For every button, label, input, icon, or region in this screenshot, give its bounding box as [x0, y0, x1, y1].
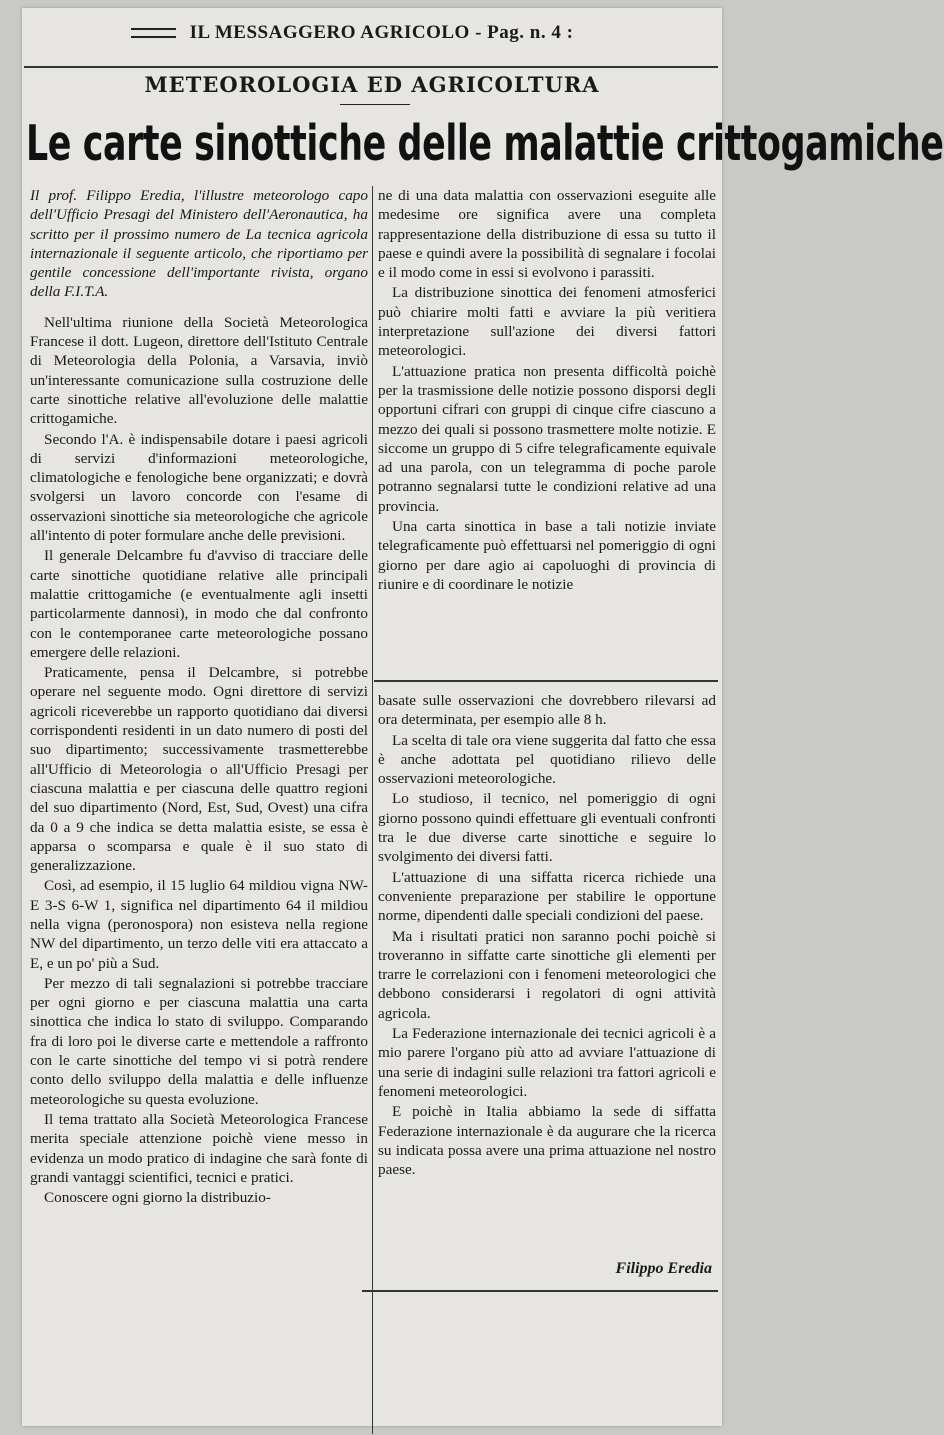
paragraph: Il generale Delcambre fu d'avviso di tracciare delle carte sinottiche quotidiane relative alle principali malattie crittogamiche (e eventualmente agli insetti particolarmente dannosi), in modo che dal confronto con le contemporanee carte meteorologiche possano emergere delle relazioni.	[30, 547, 368, 661]
paragraph: L'attuazione pratica non presenta difficoltà poichè per la trasmissione delle notizie possono disporsi degli opportuni cifrari con gruppi di cinque cifre ciascuno a mezzo dei quali si possono trasmettere molte notizie. E siccome un gruppo di 5 cifre telegraficamente equivale ad una parola, con un telegramma di poche parole potranno segnalarsi tutte le condizioni relative ad una provincia.	[378, 362, 716, 515]
right-top-paragraphs	[378, 186, 716, 594]
paragraph: Così, ad esempio, il 15 luglio 64 mildiou vigna NW-E 3-S 6-W 1, significa nel dipartimento 64 il mildiou nella vigna (peronospora) non esisteva nella regione NW del dipartimento, un terzo delle viti era attaccato a E, e un po' più a Sud.	[30, 877, 368, 972]
masthead-rule	[131, 28, 176, 38]
paragraph: basate sulle osservazioni che dovrebbero rilevarsi ad ora determinata, per esempio alle 8 h.	[378, 692, 716, 729]
headline-text: Le carte sinottiche delle malattie crittogamiche	[26, 115, 944, 172]
right-column-break	[374, 680, 718, 682]
paragraph: L'attuazione di una siffatta ricerca richiede una conveniente preparazione per stabilire le opportune norme, dipendenti dalle speciali condizioni del paese.	[378, 868, 716, 925]
paragraph: Il tema trattato alla Società Meteorologica Francese merita speciale attenzione poichè viene messo in evidenza un modo pratico di indagine che sarà fonte di grandi vantaggi scientifici, tecnici e pratici.	[30, 1110, 368, 1186]
paragraph: La distribuzione sinottica dei fenomeni atmosferici può chiarire molti fatti e avviare la più veritiera interpretazione sull'azione dei diversi fattori meteorologici.	[378, 284, 716, 360]
author-signature: Filippo Eredia	[615, 1260, 712, 1277]
right-column-bottom	[378, 691, 716, 1180]
left-column	[30, 186, 368, 1208]
paragraph: Secondo l'A. è indispensabile dotare i paesi agricoli di servizi d'informazioni meteorologiche, climatologiche e fenologiche bene organizzati; e dovrà svolgersi un lavoro concorde con l'esame di osservazioni sinottiche sia meteorologiche che agricole all'intento di poter formulare anche delle previsioni.	[30, 430, 368, 545]
paragraph: Una carta sinottica in base a tali notizie inviate telegraficamente può effettuarsi nel pomeriggio di ogni giorno per dare agio ai capoluoghi di provincia di riunire e di coordinare le notizie	[378, 518, 716, 593]
intro-paragraph: Il prof. Filippo Eredia, l'illustre meteorologo capo dell'Ufficio Presagi del Ministero dell'Aeronautica, ha scritto per il prossimo numero de La tecnica agricola internazionale il seguente articolo, che riportiamo per gentile concessione dell'importante rivista, organo della F.I.T.A.	[30, 187, 368, 301]
headline	[22, 110, 944, 180]
section-rubric: METEOROLOGIA ED AGRICOLTURA	[144, 72, 600, 97]
paragraph: Praticamente, pensa il Delcambre, si potrebbe operare nel seguente modo. Ogni direttore di servizi agricoli riceverebbe un rapporto quotidiano dai diversi corrispondenti residenti in un dato numero di posti del suo dipartimento; successivamente trasmetterebbe all'Ufficio di Meteorologia o all'Ufficio Presagi per ciascuna malattia e per ciascuna delle quattro regioni del suo dipartimento (Nord, Est, Sud, Ovest) una cifra da 0 a 9 che indica se detta malattia esiste, se essa è apparsa o scomparsa e quale è il suo stato di generalizzazione.	[30, 664, 368, 875]
paragraph: Conoscere ogni giorno la distribuzio-	[44, 1189, 271, 1207]
article-end-rule	[362, 1290, 718, 1292]
rubric-underline	[340, 104, 410, 105]
newspaper-clipping	[22, 8, 944, 1426]
paragraph: Ma i risultati pratici non saranno pochi poichè si troveranno in siffatte carte sinottiche gli elementi per trarre le correlazioni con i fenomeni meteorologici che debbono considerarsi i regolatori di ogni attività agricola.	[378, 927, 716, 1022]
right-column-top	[378, 186, 716, 595]
paragraph: La scelta di tale ora viene suggerita dal fatto che essa è anche adottata pel quotidiano rilievo delle osservazioni meteorologiche.	[378, 731, 716, 788]
paragraph: La Federazione internazionale dei tecnici agricoli è a mio parere l'organo più atto ad avviare l'attuazione di una serie di indagini sulle relazioni tra fattori agricoli e fenomeni meteorologici.	[378, 1025, 716, 1100]
paragraph: ne di una data malattia con osservazioni eseguite alle medesime ore significa avere una completa rappresentazione della distribuzione di essa su tutto il paese e quindi avere la possibilità di segnalare i focolai e il modo come in essi si evolvono i parassiti.	[378, 187, 716, 282]
paragraph: Lo studioso, il tecnico, nel pomeriggio di ogni giorno possono quindi effettuare gli eventuali confronti tra le due diverse carte sinottiche e seguire lo svolgimento dei diversi fatti.	[378, 790, 716, 866]
left-paragraphs	[30, 313, 368, 1208]
column-separator	[372, 186, 373, 1434]
paragraph: Per mezzo di tali segnalazioni si potrebbe tracciare per ogni giorno e per ciascuna malattia una carta sinottica che indica lo stato di sviluppo. Comparando fra di loro poi le diverse carte e mettendole a raffronto con le carte sinottiche del tempo vi si potrà rendere conto dello sviluppo della malattia e delle influenze meteorologiche su questa evoluzione.	[30, 974, 368, 1108]
masthead-text: IL MESSAGGERO AGRICOLO - Pag. n. 4 :	[189, 22, 574, 43]
right-bottom-paragraphs	[378, 691, 716, 1179]
paragraph: Nell'ultima riunione della Società Meteorologica Francese il dott. Lugeon, direttore dell'Istituto Centrale di Meteorologia della Polonia, a Varsavia, inviò un'interessante comunicazione sulla costruzione delle carte sinottiche relative all'evoluzione delle malattie crittogamiche.	[30, 313, 368, 428]
paragraph: E poichè in Italia abbiamo la sede di siffatta Federazione internazionale è da augurare che la ricerca su indicata possa avere una prima attuazione nel nostro paese.	[378, 1103, 716, 1179]
masthead	[72, 18, 632, 48]
